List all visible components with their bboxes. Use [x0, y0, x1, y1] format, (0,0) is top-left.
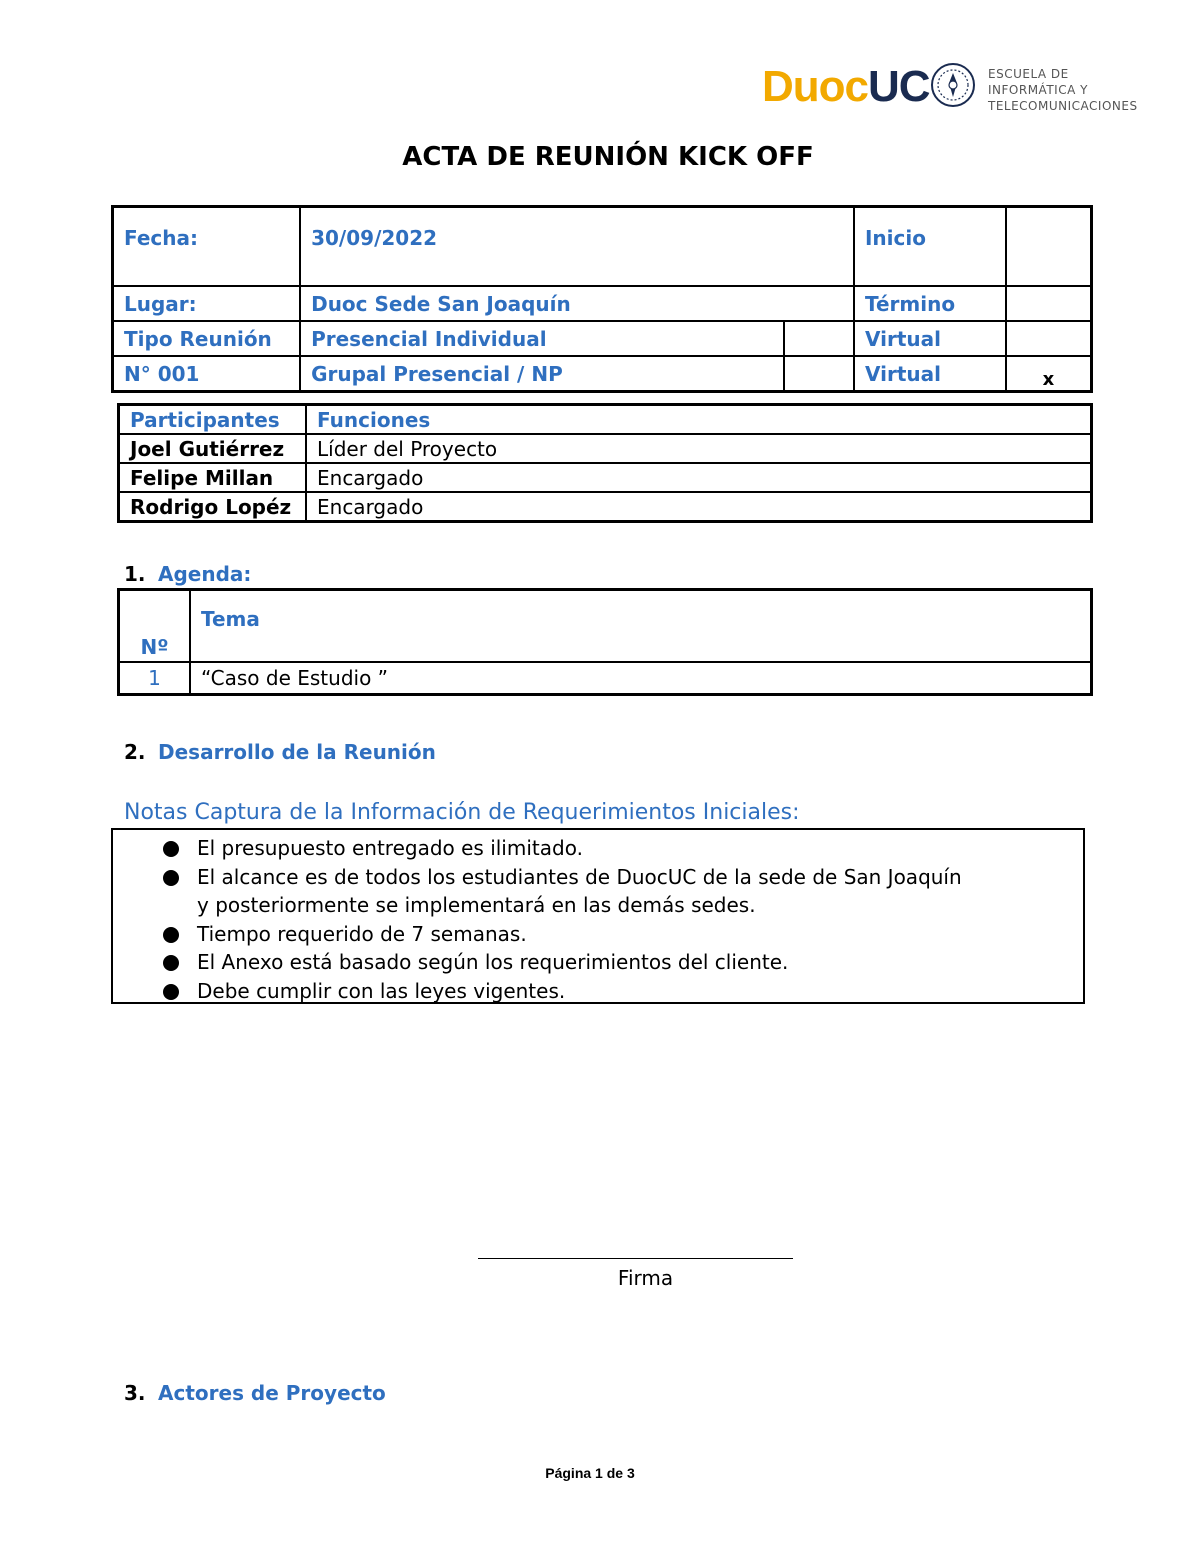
table-header-row — [119, 405, 1092, 435]
school-line-3: TELECOMUNICACIONES — [988, 99, 1138, 113]
tipo-reunion-value: Presencial Individual — [300, 321, 784, 356]
list-item — [113, 834, 1083, 863]
section-number: 2. — [124, 740, 146, 764]
school-name — [988, 66, 1138, 114]
participant-role: Encargado — [306, 492, 1092, 522]
bullet-icon — [163, 870, 179, 886]
signature-line — [478, 1258, 793, 1259]
table-row — [119, 662, 1092, 695]
termino-label: Término — [854, 286, 1006, 321]
participant-name: Felipe Millan — [119, 463, 307, 492]
section-title: Actores de Proyecto — [158, 1381, 386, 1405]
fecha-label: Fecha: — [113, 207, 301, 287]
note-text: El alcance es de todos los estudiantes de DuocUC de la sede de San Joaquín y posteriormente se implementará en las demás sedes. — [197, 864, 962, 917]
section-title: Agenda: — [158, 562, 252, 586]
virtual-mark — [1006, 321, 1092, 356]
note-text: El Anexo está basado según los requerimientos del cliente. — [197, 950, 789, 974]
notes-title: Notas Captura de la Información de Requerimientos Iniciales: — [124, 800, 800, 825]
section-number: 1. — [124, 562, 146, 586]
actors-heading — [124, 1381, 386, 1405]
table-row — [113, 286, 1092, 321]
logo-uc-text: UC — [868, 62, 930, 111]
bullet-icon — [163, 841, 179, 857]
table-row — [119, 463, 1092, 492]
signature-label: Firma — [617, 1266, 674, 1290]
list-item — [113, 920, 1083, 949]
list-item — [113, 863, 1083, 920]
participants-table — [117, 403, 1093, 523]
table-row — [113, 356, 1092, 392]
virtual-label: Virtual — [854, 321, 1006, 356]
virtual-label: Virtual — [854, 356, 1006, 392]
section-number: 3. — [124, 1381, 146, 1405]
agenda-topic-header: Tema — [190, 590, 1092, 663]
section-title: Desarrollo de la Reunión — [158, 740, 436, 764]
functions-header: Funciones — [306, 405, 1092, 435]
university-seal-icon — [930, 62, 976, 108]
logo-duoc-text: Duoc — [762, 62, 868, 111]
table-header-row — [119, 590, 1092, 663]
school-line-2: INFORMÁTICA Y — [988, 83, 1088, 97]
participants-header: Participantes — [119, 405, 307, 435]
table-row — [119, 434, 1092, 463]
table-row — [119, 492, 1092, 522]
document-title: ACTA DE REUNIÓN KICK OFF — [402, 142, 814, 172]
note-text: Debe cumplir con las leyes vigentes. — [197, 978, 566, 1003]
participant-name: Joel Gutiérrez — [119, 434, 307, 463]
participant-role: Líder del Proyecto — [306, 434, 1092, 463]
inicio-label: Inicio — [854, 207, 1006, 287]
duocuc-logo — [762, 60, 1138, 120]
bullet-icon — [163, 955, 179, 971]
note-text: El presupuesto entregado es ilimitado. — [197, 836, 583, 860]
page-footer: Página 1 de 3 — [545, 1465, 635, 1481]
inicio-value — [1006, 207, 1092, 287]
participant-name: Rodrigo Lopéz — [119, 492, 307, 522]
agenda-table — [117, 588, 1093, 696]
bullet-icon — [163, 984, 179, 1000]
agenda-heading — [124, 562, 251, 586]
termino-value — [1006, 286, 1092, 321]
virtual-mark: x — [1006, 356, 1092, 392]
agenda-topic: “Caso de Estudio ” — [190, 662, 1092, 695]
grupal-mark — [784, 356, 854, 392]
list-item — [113, 948, 1083, 977]
participant-role: Encargado — [306, 463, 1092, 492]
fecha-value: 30/09/2022 — [300, 207, 854, 287]
logo-wordmark — [762, 62, 930, 112]
presencial-mark — [784, 321, 854, 356]
meeting-number: N° 001 — [113, 356, 301, 392]
school-line-1: ESCUELA DE — [988, 67, 1069, 81]
lugar-value: Duoc Sede San Joaquín — [300, 286, 854, 321]
notes-list — [113, 830, 1083, 1005]
table-row — [113, 321, 1092, 356]
list-item — [113, 977, 1083, 1006]
agenda-number: 1 — [119, 662, 191, 695]
lugar-label: Lugar: — [113, 286, 301, 321]
notes-box — [111, 828, 1085, 1004]
tipo-reunion-label: Tipo Reunión — [113, 321, 301, 356]
grupal-value: Grupal Presencial / NP — [300, 356, 784, 392]
note-text: Tiempo requerido de 7 semanas. — [197, 921, 527, 946]
development-heading — [124, 740, 436, 764]
bullet-icon — [163, 927, 179, 943]
agenda-number-header: Nº — [119, 590, 191, 663]
meeting-info-table — [111, 205, 1093, 393]
table-row — [113, 207, 1092, 287]
